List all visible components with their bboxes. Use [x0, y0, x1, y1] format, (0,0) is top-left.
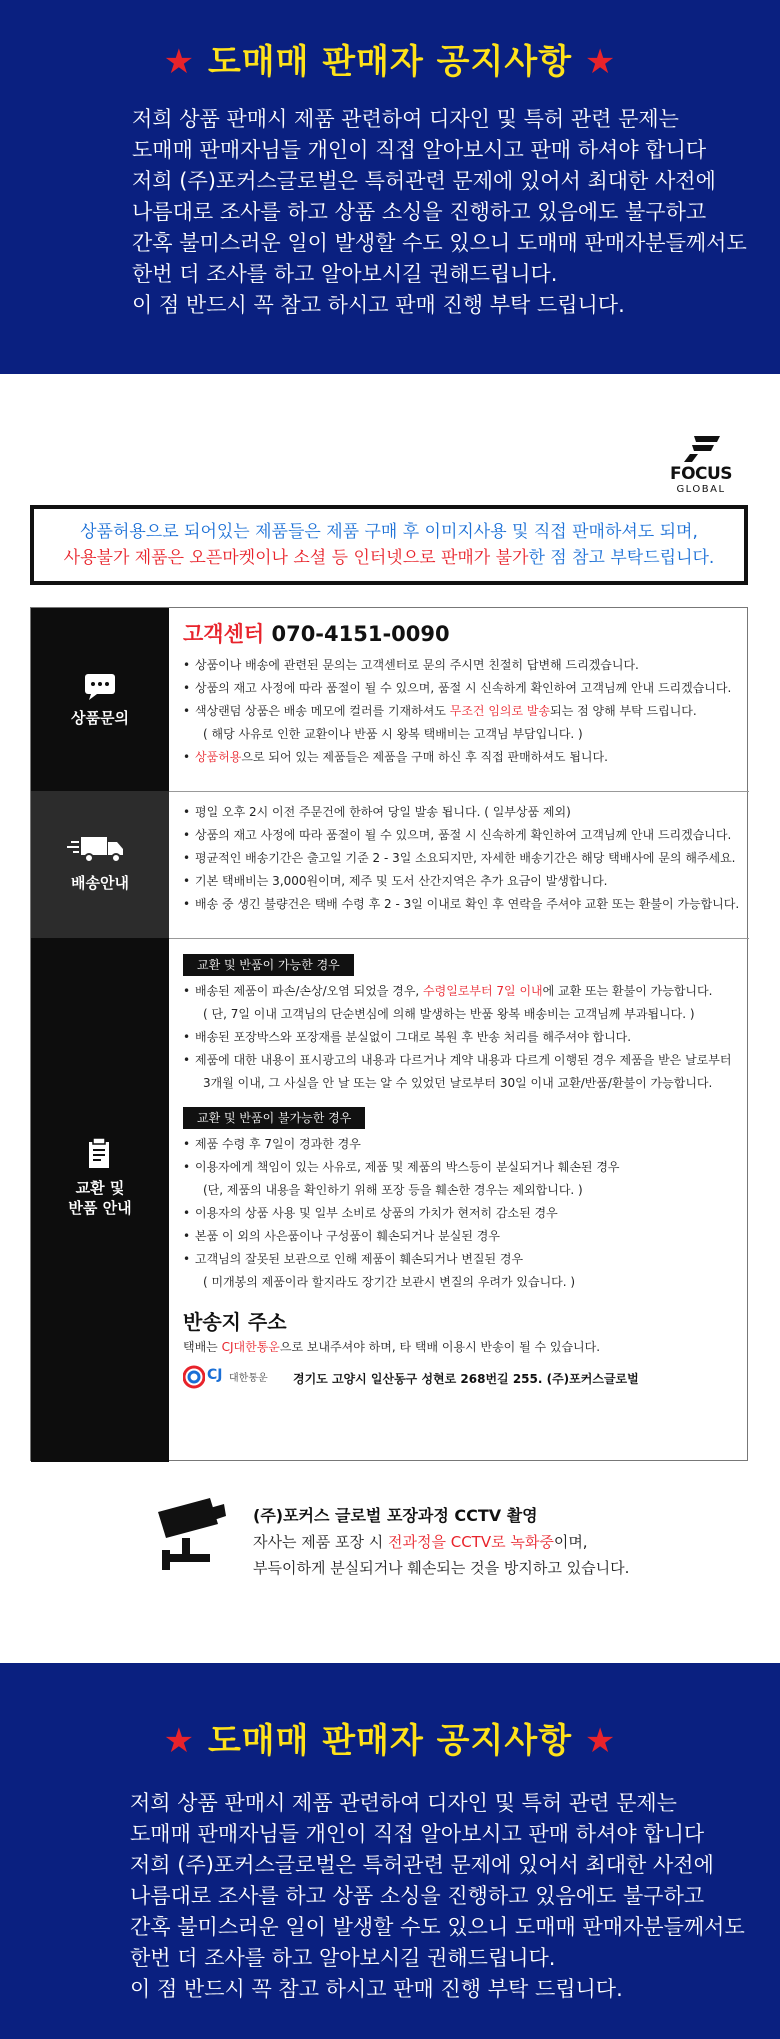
- cj-logo-text: CJ: [207, 1367, 223, 1383]
- list-item: • 배송 중 생긴 불량건은 택배 수령 후 2 - 3일 이내로 확인 후 연락을 주셔야 교환 또는 환불이 가능합니다.: [183, 893, 743, 916]
- list-item: • 이용자의 상품 사용 및 일부 소비로 상품의 가치가 현저히 감소된 경우: [183, 1202, 743, 1225]
- list-item: • 평균적인 배송기간은 출고일 기준 2 - 3일 소요되지만, 자세한 배송기간은 해당 택배사에 문의 해주세요.: [183, 847, 743, 870]
- list-item: • 배송된 포장박스와 포장재를 분실없이 그대로 복원 후 반송 처리를 해주셔야 합니다.: [183, 1026, 743, 1049]
- customer-center-label: 고객센터: [183, 622, 272, 646]
- row-divider: [169, 938, 749, 939]
- list-item: ( 미개봉의 제품이라 할지라도 장기간 보관시 변질의 우려가 있습니다. ): [203, 1275, 576, 1289]
- list-item: 3개월 이내, 그 사실을 안 날 또는 알 수 있었던 날로부터 30일 이내 교환/반품/환불이 가능합니다.: [203, 1076, 713, 1090]
- info-table: [30, 607, 748, 1461]
- cj-name: 대한통운: [229, 1373, 268, 1384]
- inquiry-content: [183, 618, 743, 769]
- list-item: • 상품의 재고 사정에 따라 품절이 될 수 있으며, 품절 시 신속하게 확인하여 고객님께 안내 드리겠습니다.: [183, 677, 743, 700]
- cj-logo-icon: [183, 1365, 205, 1389]
- row-divider: [169, 791, 749, 792]
- list-item: [183, 700, 743, 723]
- side-exchange: [31, 938, 169, 1462]
- list-item: [183, 980, 743, 1003]
- side-exchange-label: 교환 및 반품 안내: [68, 1179, 132, 1217]
- star-icon: ★: [584, 42, 617, 82]
- customer-center-phone: 070-4151-0090: [271, 622, 450, 646]
- bottom-banner-body: 저희 상품 판매시 제품 관련하여 디자인 및 특허 관련 문제는 도매매 판매자님들 개인이 직접 알아보시고 판매 하셔야 합니다 저희 (주)포커스글로벌은 특허관련 문제에 있어서 최대한 사전에 나름대로 조사를 하고 상품 소싱을 진행하고 있음에도 불구하고 간혹 불미스러운 일이 발생할 수도 있으니 도매매 판매자분들께서도 한번 더 조사를 하고 알아보시길 권해드립니다. 이 점 반드시 꼭 참고 하시고 판매 진행 부탁 드립니다.: [130, 1791, 745, 2001]
- cctv-notice: [253, 1503, 753, 1581]
- logo-name: FOCUS: [669, 464, 733, 484]
- bottom-banner-title: [0, 1713, 780, 1762]
- item-text-red: 무조건 임의로 발송: [449, 704, 551, 718]
- customer-center: [183, 618, 743, 648]
- top-banner-title-text: 도매매 판매자 공지사항: [207, 42, 573, 82]
- cctv-line-2: 부득이하게 분실되거나 훼손되는 것을 방지하고 있습니다.: [253, 1559, 630, 1577]
- item-text-red: 수령일로부터 7일 이내: [423, 984, 543, 998]
- top-banner-body: 저희 상품 판매시 제품 관련하여 디자인 및 특허 관련 문제는 도매매 판매자님들 개인이 직접 알아보시고 판매 하셔야 합니다 저희 (주)포커스글로벌은 특허관련 문제에 있어서 최대한 사전에 나름대로 조사를 하고 상품 소싱을 진행하고 있음에도 불구하고 간혹 불미스러운 일이 발생할 수도 있으니 도매매 판매자분들께서도 한번 더 조사를 하고 알아보시길 권해드립니다. 이 점 반드시 꼭 참고 하시고 판매 진행 부탁 드립니다.: [132, 107, 747, 317]
- list-item: (단, 제품의 내용을 확인하기 위해 포장 등을 훼손한 경우는 제외합니다. ): [203, 1183, 583, 1197]
- shipping-content: [183, 801, 743, 916]
- notice-line-2: [34, 545, 744, 571]
- top-banner-title: [0, 34, 780, 83]
- list-item: ( 단, 7일 이내 고객님의 단순변심에 의해 발생하는 반품 왕복 배송비는 고객님께 부과됩니다. ): [203, 1007, 695, 1021]
- cctv-line-1: [253, 1529, 753, 1555]
- item-text: 되는 점 양해 부탁 드립니다.: [550, 704, 697, 718]
- list-item: • 고객님의 잘못된 보관으로 인해 제품이 훼손되거나 변질된 경우: [183, 1248, 743, 1271]
- return-address-row: [183, 1363, 743, 1395]
- list-item: • 본품 이 외의 사은품이나 구성품이 훼손되거나 분실된 경우: [183, 1225, 743, 1248]
- star-icon: ★: [163, 1721, 196, 1761]
- return-address: 경기도 고양시 일산동구 성현로 268번길 255. (주)포커스글로벌: [293, 1372, 639, 1386]
- focus-global-logo: [664, 436, 738, 498]
- truck-icon: [31, 833, 169, 865]
- item-text: 색상랜덤 상품은 배송 메모에 컬러를 기재하셔도: [195, 704, 450, 718]
- side-inquiry: [31, 608, 169, 791]
- side-inquiry-label: 상품문의: [71, 709, 129, 727]
- box-return-icon: [31, 1136, 169, 1170]
- cctv-text: 이며,: [553, 1533, 588, 1551]
- cctv-title: (주)포커스 글로벌 포장과정 CCTV 촬영: [253, 1506, 538, 1525]
- list-item: • 이용자에게 책임이 있는 사유로, 제품 및 제품의 박스등이 분실되거나 훼손된 경우: [183, 1156, 743, 1179]
- list-item: • 기본 택배비는 3,000원이며, 제주 및 도서 산간지역은 추가 요금이 발생합니다.: [183, 870, 743, 893]
- return-courier-note: [183, 1335, 743, 1359]
- note-text: 으로 보내주셔야 하며, 타 택배 이용시 반송이 될 수 있습니다.: [279, 1340, 601, 1354]
- logo-sub: GLOBAL: [676, 484, 726, 495]
- list-item: [183, 746, 743, 769]
- note-text-red: CJ대한통운: [221, 1340, 280, 1354]
- exchange-impossible-tag: 교환 및 반품이 불가능한 경우: [183, 1107, 365, 1129]
- side-shipping: [31, 791, 169, 938]
- item-text: 배송된 제품이 파손/손상/오염 되었을 경우,: [195, 984, 424, 998]
- exchange-possible-tag: 교환 및 반품이 가능한 경우: [183, 954, 354, 976]
- cctv-text-red: 전과정을 CCTV로 녹화중: [388, 1533, 554, 1551]
- notice-line-2-red: 사용불가 제품은 오픈마켓이나 소셜 등 인터넷으로 판매가 불가: [63, 548, 529, 568]
- list-item: • 평일 오후 2시 이전 주문건에 한하여 당일 발송 됩니다. ( 일부상품 제외): [183, 801, 743, 824]
- note-text: 택배는: [183, 1340, 222, 1354]
- usage-notice-box: [30, 505, 748, 585]
- star-icon: ★: [163, 42, 196, 82]
- item-text: 으로 되어 있는 제품들은 제품을 구매 하신 후 직접 판매하셔도 됩니다.: [241, 750, 608, 764]
- focus-logo-icon: [684, 436, 720, 462]
- return-address-title: 반송지 주소: [183, 1310, 287, 1334]
- list-item: • 제품에 대한 내용이 표시광고의 내용과 다르거나 계약 내용과 다르게 이행된 경우 제품을 받은 날로부터: [183, 1049, 743, 1072]
- chat-icon: [31, 672, 169, 700]
- list-item: ( 해당 사유로 인한 교환이나 반품 시 왕복 택배비는 고객님 부담입니다. ): [203, 727, 583, 741]
- star-icon: ★: [584, 1721, 617, 1761]
- notice-line-2-rest: 한 점 참고 부탁드립니다.: [528, 548, 715, 568]
- cctv-text: 자사는 제품 포장 시: [253, 1533, 388, 1551]
- list-item: • 제품 수령 후 7일이 경과한 경우: [183, 1133, 743, 1156]
- bottom-banner-title-text: 도매매 판매자 공지사항: [207, 1721, 573, 1761]
- list-item: • 상품이나 배송에 관련된 문의는 고객센터로 문의 주시면 친절히 답변해 드리겠습니다.: [183, 654, 743, 677]
- cctv-camera-icon: [152, 1494, 244, 1574]
- notice-line-1: 상품허용으로 되어있는 제품들은 제품 구매 후 이미지사용 및 직접 판매하셔도 되며,: [80, 522, 698, 542]
- item-text-red: 상품허용: [195, 750, 242, 764]
- item-text: 에 교환 또는 환불이 가능합니다.: [542, 984, 713, 998]
- side-shipping-label: 배송안내: [71, 874, 129, 892]
- bottom-notice-banner: [0, 1663, 780, 2039]
- exchange-content: [183, 954, 743, 1395]
- list-item: • 상품의 재고 사정에 따라 품절이 될 수 있으며, 품절 시 신속하게 확인하여 고객님께 안내 드리겠습니다.: [183, 824, 743, 847]
- top-notice-banner: [0, 0, 780, 374]
